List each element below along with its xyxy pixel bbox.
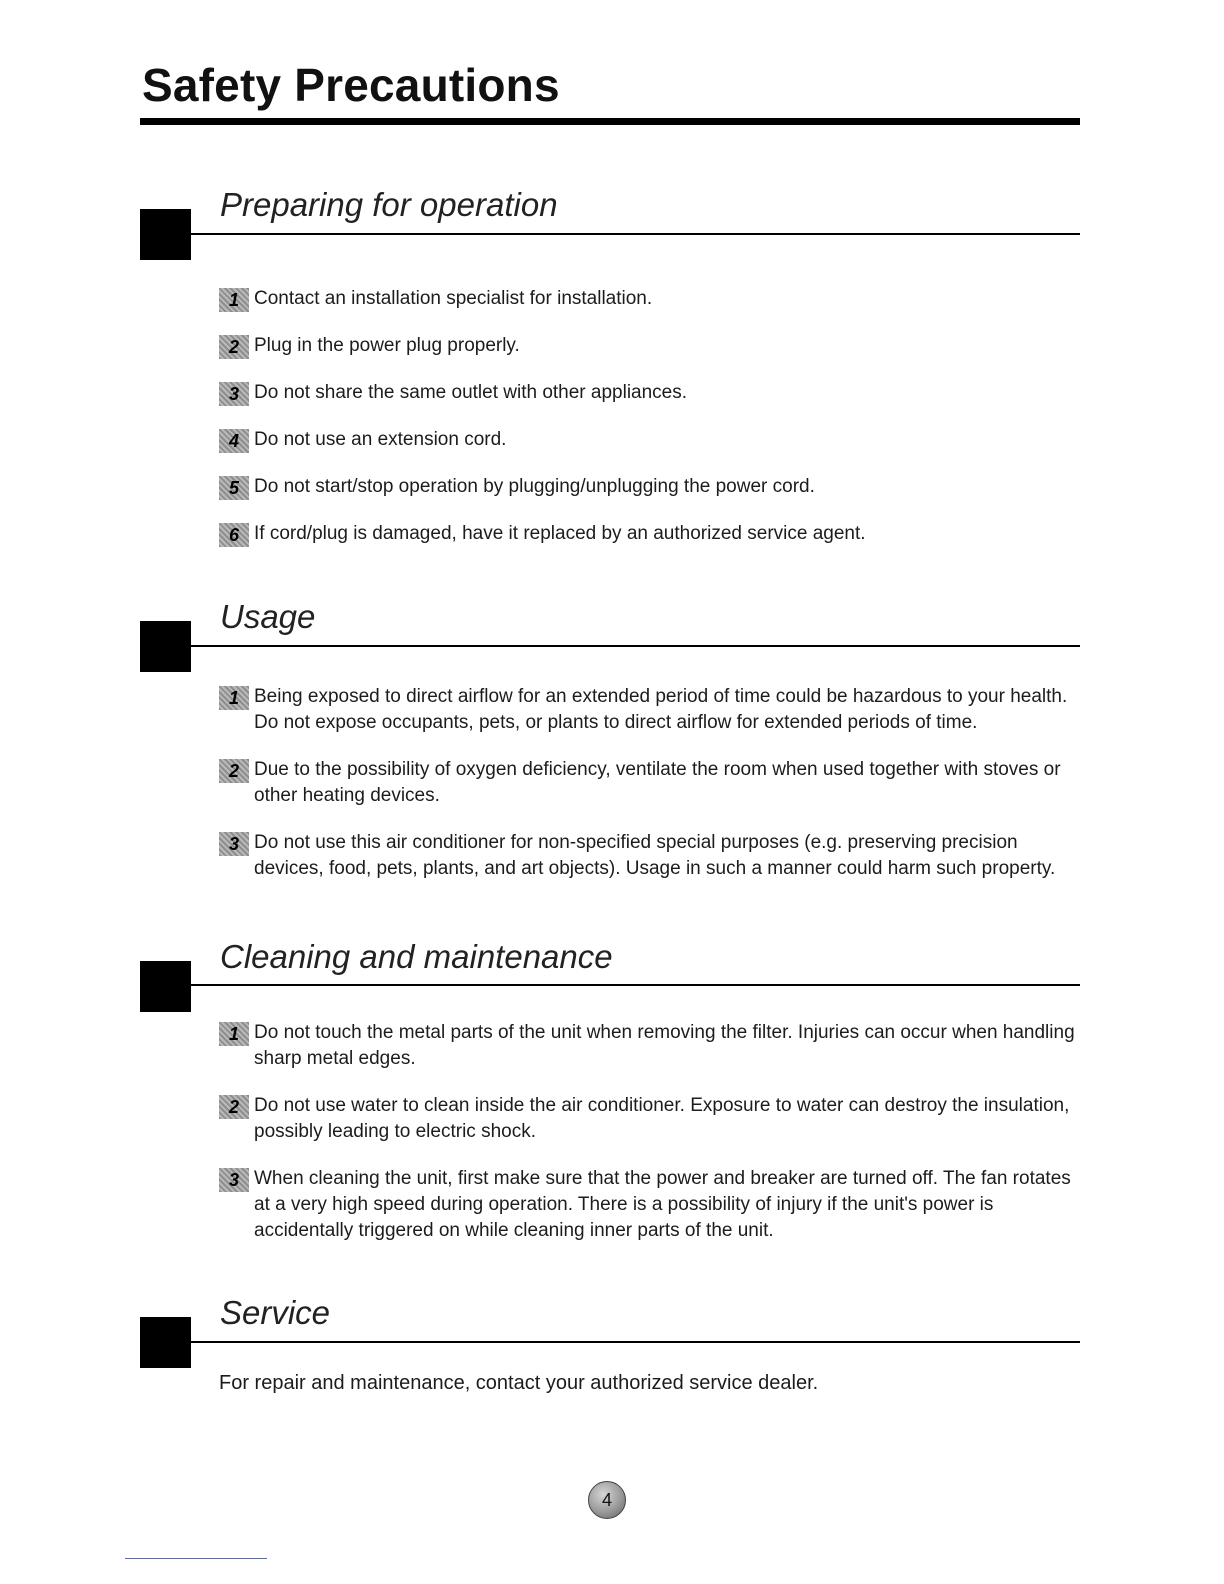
list-item bbox=[219, 1166, 1081, 1244]
list-item bbox=[219, 427, 1081, 453]
list-item bbox=[219, 521, 1081, 547]
number-badge-icon: 4 bbox=[219, 429, 249, 453]
number-badge-icon: 3 bbox=[219, 832, 249, 856]
section-heading: Service bbox=[220, 1294, 331, 1331]
list-item bbox=[219, 286, 1081, 312]
number-badge-icon: 2 bbox=[219, 335, 249, 359]
list-item bbox=[219, 830, 1081, 882]
number-badge-icon: 1 bbox=[219, 1022, 249, 1046]
number-badge-icon: 1 bbox=[219, 686, 249, 710]
item-text: Do not start/stop operation by plugging/unplugging the power cord. bbox=[254, 476, 815, 497]
item-list bbox=[219, 684, 1081, 882]
list-item bbox=[219, 380, 1081, 406]
item-text: Do not use an extension cord. bbox=[254, 429, 507, 450]
number-badge-icon: 1 bbox=[219, 288, 249, 312]
item-text: Do not use this air conditioner for non-specified special purposes (e.g. preserving precision devices, food, pets, plants, and art objects). Usage in such a manner could harm such property. bbox=[254, 832, 1056, 879]
number-badge-icon: 6 bbox=[219, 523, 249, 547]
item-list bbox=[219, 286, 1081, 547]
page-number: 4 bbox=[588, 1481, 626, 1519]
item-text: When cleaning the unit, first make sure that the power and breaker are turned off. The fan rotates at a very high speed during operation. There is a possibility of injury if the unit's power is accidentally triggered on while cleaning inner parts of the unit. bbox=[254, 1168, 1071, 1241]
section-rule bbox=[140, 645, 1080, 647]
page-title: Safety Precautions bbox=[142, 59, 560, 111]
list-item bbox=[219, 757, 1081, 809]
section-marker-block bbox=[140, 961, 191, 1012]
list-item bbox=[219, 684, 1081, 736]
list-item bbox=[219, 1093, 1081, 1145]
title-rule bbox=[140, 118, 1080, 125]
item-text: Do not share the same outlet with other appliances. bbox=[254, 382, 688, 403]
list-item bbox=[219, 333, 1081, 359]
item-text: Plug in the power plug properly. bbox=[254, 335, 520, 356]
item-text: Contact an installation specialist for installation. bbox=[254, 288, 653, 309]
section-rule bbox=[140, 1341, 1080, 1343]
list-item bbox=[219, 1020, 1081, 1072]
section-heading: Usage bbox=[220, 598, 316, 635]
item-text: Being exposed to direct airflow for an extended period of time could be hazardous to your health. Do not expose occupants, pets, or plants to direct airflow for extended periods of time. bbox=[254, 686, 1068, 733]
number-badge-icon: 2 bbox=[219, 1095, 249, 1119]
divider bbox=[125, 1558, 267, 1559]
item-text: Due to the possibility of oxygen deficiency, ventilate the room when used together with stoves or other heating devices. bbox=[254, 759, 1061, 806]
section-rule bbox=[140, 984, 1080, 986]
section-heading: Cleaning and maintenance bbox=[220, 938, 613, 975]
item-list bbox=[219, 1020, 1081, 1244]
number-badge-icon: 5 bbox=[219, 476, 249, 500]
number-badge-icon: 2 bbox=[219, 759, 249, 783]
section-rule bbox=[140, 233, 1080, 235]
number-badge-icon: 3 bbox=[219, 382, 249, 406]
service-text: For repair and maintenance, contact your authorized service dealer. bbox=[219, 1372, 819, 1394]
item-text: Do not touch the metal parts of the unit when removing the filter. Injuries can occur when handling sharp metal edges. bbox=[254, 1022, 1075, 1069]
section-heading: Preparing for operation bbox=[220, 186, 558, 223]
item-text: Do not use water to clean inside the air conditioner. Exposure to water can destroy the insulation, possibly leading to electric shock. bbox=[254, 1095, 1070, 1142]
item-text: If cord/plug is damaged, have it replaced by an authorized service agent. bbox=[254, 523, 866, 544]
list-item bbox=[219, 474, 1081, 500]
number-badge-icon: 3 bbox=[219, 1168, 249, 1192]
